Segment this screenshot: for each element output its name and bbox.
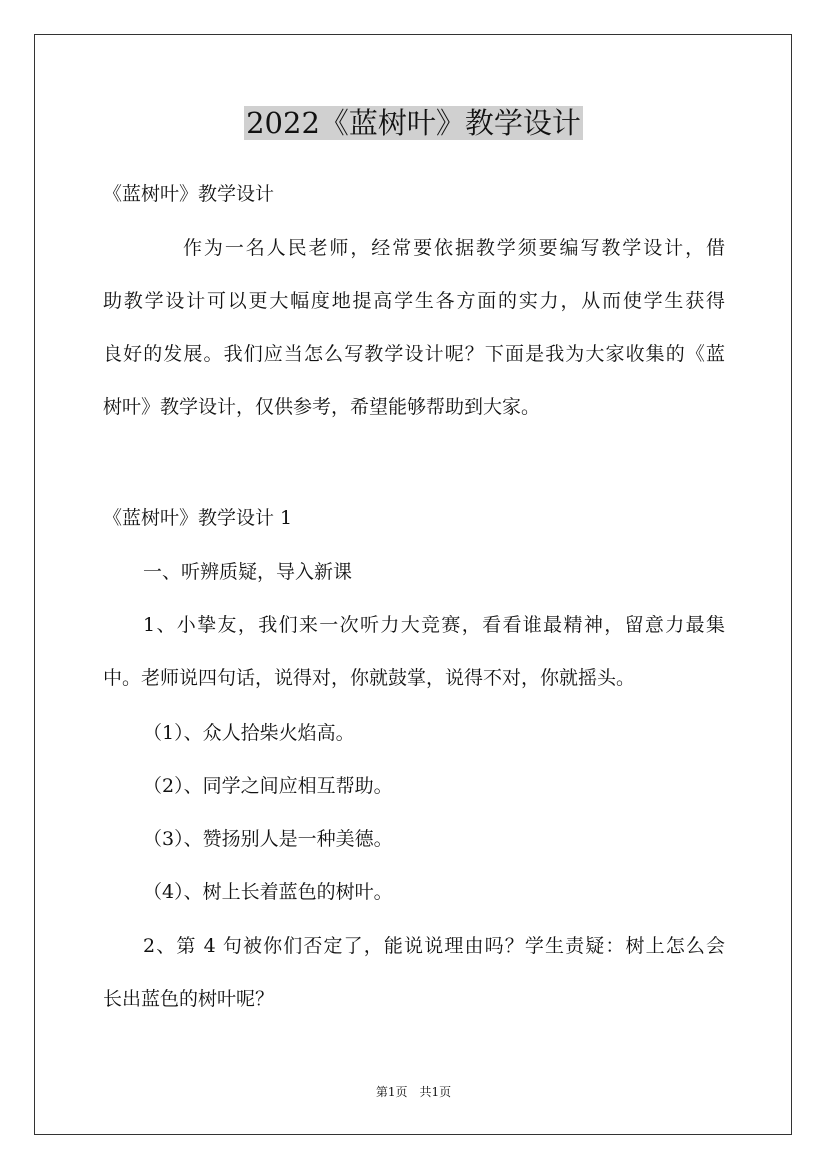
list-item-3: （3）、赞扬别人是一种美德。 (143, 828, 393, 850)
intro-paragraph-line-2: 助教学设计可以更大幅度地提高学生各方面的实力，从而使学生获得 (103, 290, 725, 312)
intro-paragraph-line-4: 树叶》教学设计，仅供参考，希望能够帮助到大家。 (103, 396, 541, 418)
body-line-3: 2、第 4 句被你们否定了，能说说理由吗？学生责疑：树上怎么会 (143, 935, 725, 957)
subsection-heading: 一、听辨质疑，导入新课 (143, 561, 353, 583)
document-title-text: 2022《蓝树叶》教学设计 (246, 106, 581, 140)
list-item-1: （1）、众人拾柴火焰高。 (143, 722, 355, 744)
body-line-2: 中。老师说四句话，说得对，你就鼓掌，说得不对，你就摇头。 (103, 667, 636, 689)
body-line-4: 长出蓝色的树叶呢？ (103, 988, 275, 1010)
body-line-1: 1、小挚友，我们来一次听力大竞赛，看看谁最精神，留意力最集 (143, 614, 725, 636)
intro-paragraph-line-1: 作为一名人民老师，经常要依据教学须要编写教学设计，借 (183, 237, 725, 259)
intro-paragraph-line-3: 良好的发展。我们应当怎么写教学设计呢？下面是我为大家收集的《蓝 (103, 343, 725, 365)
document-title (0, 103, 827, 143)
section-heading: 《蓝树叶》教学设计 1 (103, 507, 293, 529)
list-item-4: （4）、树上长着蓝色的树叶。 (143, 881, 393, 903)
page-number-footer: 第1页 共1页 (375, 1085, 452, 1099)
subtitle-line: 《蓝树叶》教学设计 (103, 183, 275, 205)
list-item-2: （2）、同学之间应相互帮助。 (143, 775, 393, 797)
